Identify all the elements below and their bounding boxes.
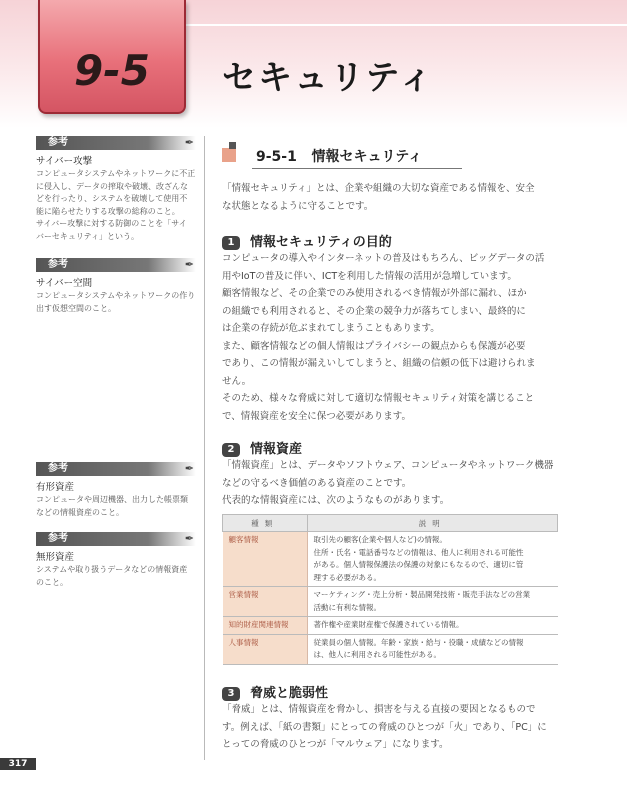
pen-icon: ✒ [184,258,194,271]
table-header-row [223,515,558,532]
sidenote-tag: 参考 ✒ [36,462,196,476]
purpose-body: コンピュータの導入やインターネットの普及はもちろん、ビッグデータの活 用やIoTの普及に伴い、ICTを利用した情報の活用が急増しています。 顧客情報など、その企業でのみ使用されるべき情報が外部に漏れ、ほか の組織でも利用されると、その企業の競争力が落ちてしまい、最終的に は企業の存続が危ぶまれてしまうこともあります。 また、顧客情報などの個人情報はプライバシーの観点からも保護が必要 であり、この情報が漏えいしてしまうと、組織の信頼の低下は避けられま せん。 そのため、様々な脅威に対して適切な情報セキュリティ対策を講じること で、情報資産を安全に保つ必要があります。 [222,253,545,422]
section-underline [252,168,462,169]
pen-icon: ✒ [184,462,194,475]
section-intro: 「情報セキュリティ」とは、企業や組織の大切な資産である情報を、安全 な状態となるように守ることです。 [222,183,535,212]
information-assets-table [222,514,558,665]
sidenote-body: コンピュータシステムやネットワークの作り 出す仮想空間のこと。 [36,291,196,313]
threats-body: 「脅威」とは、情報資産を脅かし、損害を与える直接の要因となるもので す。例えば、「紙の書類」にとっての脅威のひとつが「火」であり、「PC」に とっての脅威のひとつが「マルウェア」になります。 [222,704,547,750]
chapter-title: セキュリティ [222,58,435,98]
chapter-number: 9-5 [74,46,150,95]
table-row [223,634,558,664]
sidenote-cyberspace [36,258,196,315]
subheading-purpose: 1 情報セキュリティの目的 [222,231,392,250]
pen-icon: ✒ [184,532,194,545]
sidenote-body: システムや取り扱うデータなどの情報資産 のこと。 [36,565,188,587]
sidenote-tag: 参考 ✒ [36,258,196,272]
section-marker-accent [229,142,236,149]
sidenote-cyber-attack [36,136,196,243]
sidenote-tag: 参考 ✒ [36,136,196,150]
sidenote-intangible-assets [36,532,196,589]
number-badge: 3 [222,687,240,701]
section-heading: 9-5-1 情報セキュリティ [256,149,423,165]
table-cell-description: 取引先の顧客(企業や個人など)の情報。 住所・氏名・電話番号などの情報は、他人に利用される可能性 がある。個人情報保護法の保護の対象にもなるので、適切に管 理する必要がある。 [307,532,558,587]
pen-icon: ✒ [184,136,194,149]
table-cell-description: マーケティング・売上分析・製品開発技術・販売手法などの営業 活動に有利な情報。 [307,587,558,617]
table-header-type: 種類 [223,515,308,532]
table-row [223,617,558,635]
information-assets-body: 「情報資産」とは、データやソフトウェア、コンピュータやネットワーク機器 などの守るべき価値のある資産のことです。 代表的な情報資産には、次のようなものがあります。 [222,460,554,506]
table-row [223,587,558,617]
sidenote-tangible-assets [36,462,196,519]
section-marker-icon [222,148,236,162]
sidenote-term: サイバー空間 [36,278,93,289]
sidenote-body: コンピュータシステムやネットワークに不正 に侵入し、データの搾取や破壊、改ざんな どを行ったり、システムを破壊して使用不 能に陥らせたりする攻撃の総称のこと。 サイバー攻撃に対する防御のことを「サイ バーセキュリティ」という。 [36,169,196,241]
sidenote-term: 無形資産 [36,552,75,563]
sidenote-tag: 参考 ✒ [36,532,196,546]
section-title [222,140,558,170]
table-cell-type: 人事情報 [223,634,308,664]
number-badge: 1 [222,236,240,250]
sidenote-term: サイバー攻撃 [36,156,93,167]
table-cell-description: 従業員の個人情報。年齢・家族・給与・役職・成績などの情報 は、他人に利用される可能性がある。 [307,634,558,664]
chapter-number-box [38,0,186,114]
page-number: 317 [0,758,36,770]
sidebar-divider [204,136,205,760]
header-rule [182,24,627,26]
table-header-description: 説明 [307,515,558,532]
table-cell-type: 知的財産関連情報 [223,617,308,635]
table-cell-description: 著作権や産業財産権で保護されている情報。 [307,617,558,635]
table-row [223,532,558,587]
subheading-threats: 3 脅威と脆弱性 [222,682,328,701]
table-cell-type: 顧客情報 [223,532,308,587]
sidenote-body: コンピュータや周辺機器、出力した帳票類 などの情報資産のこと。 [36,495,188,517]
table-cell-type: 営業情報 [223,587,308,617]
subheading-information-assets: 2 情報資産 [222,438,302,457]
sidenote-term: 有形資産 [36,482,75,493]
number-badge: 2 [222,443,240,457]
